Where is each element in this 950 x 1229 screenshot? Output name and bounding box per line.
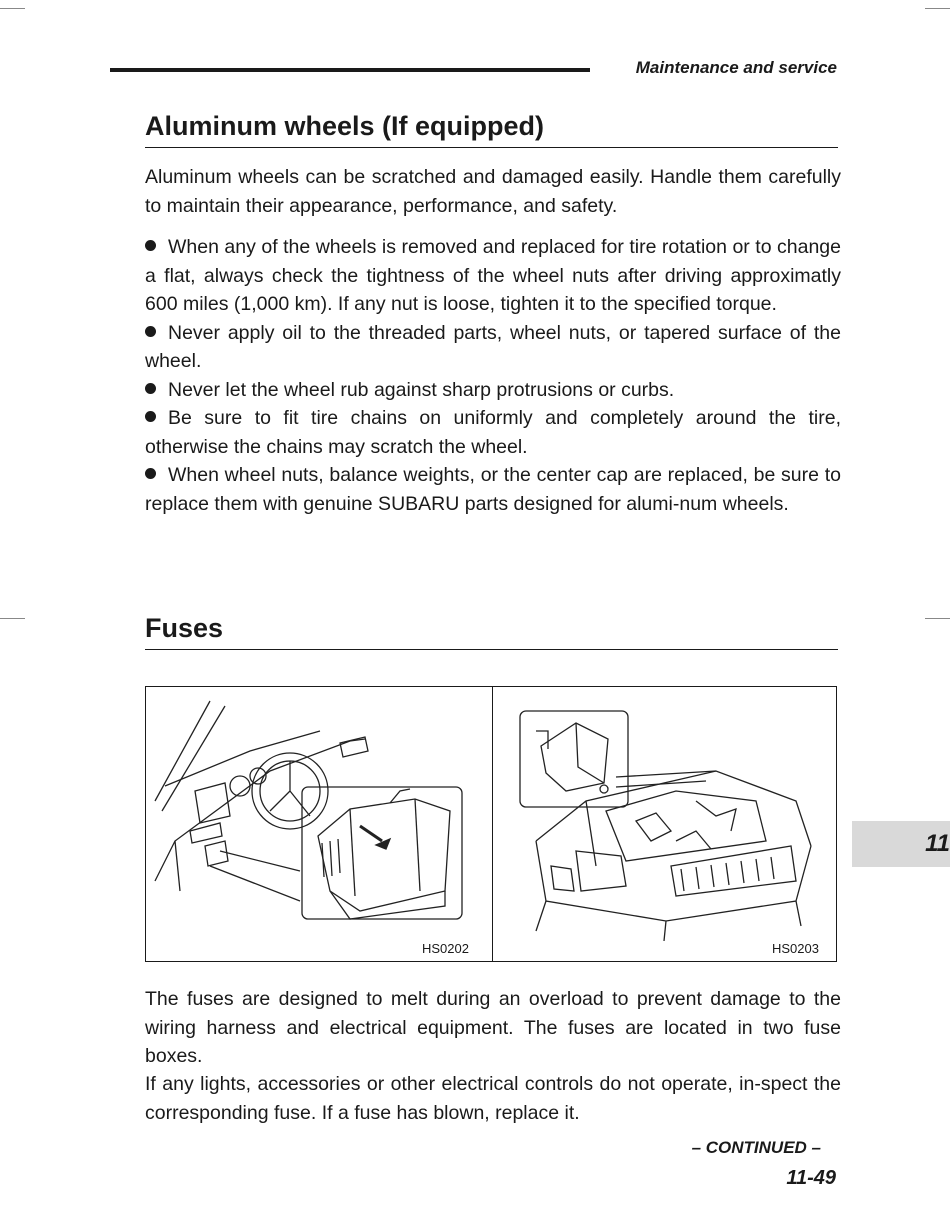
page-number: 11-49 xyxy=(786,1167,836,1189)
bullet-icon xyxy=(145,468,156,479)
crop-mark-mid-left xyxy=(0,618,25,619)
bullet-icon xyxy=(145,240,156,251)
fuses-paragraph-1: The fuses are designed to melt during an overload to prevent damage to the wiring harness and electrical equipment. The fuses are located in two fuse boxes. xyxy=(145,988,841,1067)
aluminum-intro-paragraph: Aluminum wheels can be scratched and damaged easily. Handle them carefully to maintain their appearance, performance, and safety. xyxy=(145,166,841,217)
figure-left-label: HS0202 xyxy=(422,941,469,956)
header-rule xyxy=(110,68,590,72)
figure-divider xyxy=(492,687,493,961)
crop-mark-top-left xyxy=(0,8,25,9)
aluminum-heading-rule xyxy=(145,147,838,148)
chapter-tab-label: 11 xyxy=(925,830,950,857)
crop-mark-mid-right xyxy=(925,618,950,619)
list-item: When wheel nuts, balance weights, or the center cap are replaced, be sure to replace them with genuine SUBARU parts designed for alumi-num wheels. xyxy=(145,464,841,515)
crop-mark-top-right xyxy=(925,8,950,9)
running-header: Maintenance and service xyxy=(635,58,837,77)
bullet-icon xyxy=(145,411,156,422)
fuses-paragraph-2: If any lights, accessories or other electrical controls do not operate, in-spect the corresponding fuse. If a fuse has blown, replace it. xyxy=(145,1073,841,1124)
aluminum-bullet-list xyxy=(145,233,841,518)
bullet-icon xyxy=(145,326,156,337)
list-item: Never apply oil to the threaded parts, wheel nuts, or tapered surface of the wheel. xyxy=(145,321,841,372)
aluminum-wheels-heading: Aluminum wheels (If equipped) xyxy=(145,111,545,141)
dashboard-fuse-box-illustration xyxy=(150,691,488,941)
engine-fuse-box-illustration xyxy=(496,691,834,941)
list-item: Never let the wheel rub against sharp protrusions or curbs. xyxy=(145,376,841,405)
list-item: Be sure to fit tire chains on uniformly and completely around the tire, otherwise the chains may scratch the wheel. xyxy=(145,407,841,458)
bullet-icon xyxy=(145,383,156,394)
chapter-thumb-tab xyxy=(852,821,950,867)
fuses-heading: Fuses xyxy=(145,613,224,643)
fuses-heading-rule xyxy=(145,649,838,650)
list-item: When any of the wheels is removed and replaced for tire rotation or to change a flat, always check the tightness of the wheel nuts after driving approximatly 600 miles (1,000 km). If any nut is loose, tighten it to the specified torque. xyxy=(145,236,841,315)
fuse-box-figure xyxy=(145,686,837,962)
figure-right-label: HS0203 xyxy=(772,941,819,956)
continued-marker: – CONTINUED – xyxy=(691,1138,821,1157)
